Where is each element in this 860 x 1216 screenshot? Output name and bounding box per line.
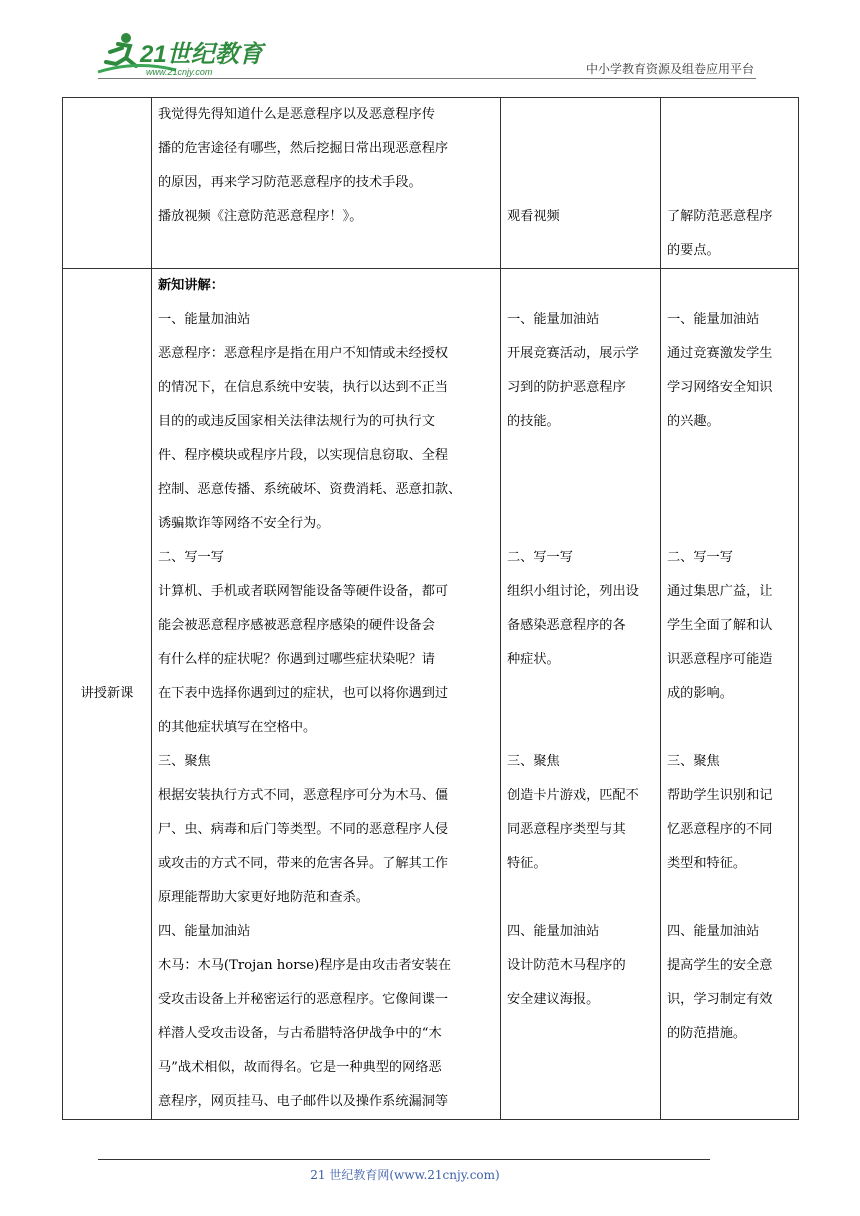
design-purpose-cell bbox=[661, 269, 799, 1120]
cell-line bbox=[667, 711, 792, 745]
cell-line: 的兴趣。 bbox=[667, 414, 720, 429]
footer bbox=[0, 1166, 860, 1183]
cell-line: 观看视频 bbox=[507, 209, 560, 224]
cell-line: 马”战术相似，故而得名。它是一种典型的网络恶 bbox=[158, 1060, 442, 1075]
cell-line: 控制、恶意传播、系统破坏、资费消耗、恶意扣款、 bbox=[158, 482, 462, 497]
cell-line: 的要点。 bbox=[667, 243, 720, 258]
logo-url: www.21cnjy.com bbox=[146, 67, 213, 77]
cell-line bbox=[667, 473, 792, 507]
stage-cell: 讲授新课 bbox=[63, 269, 152, 1120]
cell-line: 组织小组讨论，列出设 bbox=[507, 584, 639, 599]
footer-divider bbox=[98, 1159, 710, 1160]
cell-line: 学生全面了解和认 bbox=[667, 618, 773, 633]
cell-line: 受攻击设备上并秘密运行的恶意程序。它像间谍一 bbox=[158, 992, 449, 1007]
teacher-activity-cell bbox=[152, 98, 501, 269]
cell-line bbox=[507, 439, 654, 473]
table-row bbox=[63, 98, 799, 269]
cell-line: 尸、虫、病毒和后门等类型。不同的恶意程序人侵 bbox=[158, 822, 449, 837]
site-logo bbox=[96, 30, 266, 78]
cell-line: 木马：木马(Trojan horse)程序是由攻击者安装在 bbox=[158, 958, 452, 973]
cell-line bbox=[507, 711, 654, 745]
cell-line: 三、聚焦 bbox=[667, 754, 720, 769]
cell-line: 二、写一写 bbox=[667, 550, 733, 565]
cell-line bbox=[507, 98, 654, 132]
cell-line: 根据安装执行方式不同，恶意程序可分为木马、僵 bbox=[158, 788, 449, 803]
student-activity-cell bbox=[501, 269, 661, 1120]
cell-line: 三、聚焦 bbox=[158, 754, 211, 769]
cell-line bbox=[667, 507, 792, 541]
teacher-activity-cell bbox=[152, 269, 501, 1120]
cell-line: 三、聚焦 bbox=[507, 754, 560, 769]
cell-line: 一、能量加油站 bbox=[507, 312, 600, 327]
cell-line bbox=[667, 269, 792, 303]
cell-line: 设计防范木马程序的 bbox=[507, 958, 626, 973]
cell-line: 帮助学生识别和记 bbox=[667, 788, 773, 803]
cell-line: 四、能量加油站 bbox=[507, 924, 600, 939]
table-row bbox=[63, 269, 799, 1120]
cell-line: 通过竞赛激发学生 bbox=[667, 346, 773, 361]
cell-line: 意程序，网页挂马、电子邮件以及操作系统漏洞等 bbox=[158, 1094, 449, 1109]
cell-line bbox=[667, 98, 792, 132]
cell-line bbox=[667, 439, 792, 473]
cell-line: 的其他症状填写在空格中。 bbox=[158, 720, 317, 735]
footer-text: 21 世纪教育网(www.21cnjy.com) bbox=[310, 1168, 500, 1182]
cell-line bbox=[667, 166, 792, 200]
cell-line: 同恶意程序类型与其 bbox=[507, 822, 626, 837]
cell-line: 安全建议海报。 bbox=[507, 992, 600, 1007]
logo-text: 21世纪教育 bbox=[140, 41, 263, 68]
cell-line: 的防范措施。 bbox=[667, 1026, 747, 1041]
cell-line: 件、程序模块或程序片段，以实现信息窃取、全程 bbox=[158, 448, 449, 463]
cell-line bbox=[507, 677, 654, 711]
cell-line bbox=[507, 473, 654, 507]
header-divider bbox=[98, 78, 756, 79]
cell-line: 样潜人受攻击设备，与古希腊特洛伊战争中的“木 bbox=[158, 1026, 442, 1041]
cell-line bbox=[507, 881, 654, 915]
cell-line: 的情况下，在信息系统中安装，执行以达到不正当 bbox=[158, 380, 449, 395]
cell-line: 创造卡片游戏，匹配不 bbox=[507, 788, 639, 803]
cell-line: 四、能量加油站 bbox=[158, 924, 251, 939]
cell-line: 识，学习制定有效 bbox=[667, 992, 773, 1007]
cell-line: 有什么样的症状呢？你遇到过哪些症状染呢？请 bbox=[158, 652, 435, 667]
cell-line bbox=[667, 881, 792, 915]
cell-line bbox=[667, 132, 792, 166]
cell-line: 我觉得先得知道什么是恶意程序以及恶意程序传 bbox=[158, 107, 435, 122]
cell-line: 提高学生的安全意 bbox=[667, 958, 773, 973]
cell-line: 备感染恶意程序的各 bbox=[507, 618, 626, 633]
cell-line: 识恶意程序可能造 bbox=[667, 652, 773, 667]
design-purpose-cell bbox=[661, 98, 799, 269]
cell-line: 或攻击的方式不同，带来的危害各异。了解其工作 bbox=[158, 856, 449, 871]
cell-line: 忆恶意程序的不同 bbox=[667, 822, 773, 837]
cell-line: 学习网络安全知识 bbox=[667, 380, 773, 395]
cell-line: 恶意程序：恶意程序是指在用户不知情或未经授权 bbox=[158, 346, 449, 361]
cell-line bbox=[507, 166, 654, 200]
cell-line: 新知讲解： bbox=[158, 278, 224, 293]
student-activity-cell bbox=[501, 98, 661, 269]
cell-line: 种症状。 bbox=[507, 652, 560, 667]
cell-line: 一、能量加油站 bbox=[158, 312, 251, 327]
cell-line: 的原因，再来学习防范恶意程序的技术手段。 bbox=[158, 175, 422, 190]
cell-line: 计算机、手机或者联网智能设备等硬件设备，都可 bbox=[158, 584, 449, 599]
cell-line: 诱骗欺诈等网络不安全行为。 bbox=[158, 516, 330, 531]
cell-line: 在下表中选择你遇到过的症状，也可以将你遇到过 bbox=[158, 686, 449, 701]
cell-line: 播的危害途径有哪些，然后挖掘日常出现恶意程序 bbox=[158, 141, 449, 156]
cell-line bbox=[507, 132, 654, 166]
cell-line: 四、能量加油站 bbox=[667, 924, 760, 939]
runner-logo-icon bbox=[96, 30, 266, 78]
cell-line: 一、能量加油站 bbox=[667, 312, 760, 327]
cell-line: 的技能。 bbox=[507, 414, 560, 429]
cell-line: 目的的或违反国家相关法律法规行为的可执行文 bbox=[158, 414, 435, 429]
cell-line: 原理能帮助大家更好地防范和查杀。 bbox=[158, 890, 369, 905]
cell-line: 二、写一写 bbox=[158, 550, 224, 565]
cell-line: 能会被恶意程序感被恶意程序感染的硬件设备会 bbox=[158, 618, 435, 633]
cell-line: 特征。 bbox=[507, 856, 547, 871]
cell-line: 类型和特征。 bbox=[667, 856, 747, 871]
cell-line: 成的影响。 bbox=[667, 686, 733, 701]
cell-line: 二、写一写 bbox=[507, 550, 573, 565]
cell-line: 开展竞赛活动，展示学 bbox=[507, 346, 639, 361]
stage-cell bbox=[63, 98, 152, 269]
platform-title: 中小学教育资源及组卷应用平台 bbox=[585, 62, 754, 76]
cell-line bbox=[507, 269, 654, 303]
cell-line: 了解防范恶意程序 bbox=[667, 209, 773, 224]
cell-line: 习到的防护恶意程序 bbox=[507, 380, 626, 395]
cell-line bbox=[507, 507, 654, 541]
lesson-plan-table bbox=[62, 97, 799, 1120]
cell-line: 播放视频《注意防范恶意程序！》。 bbox=[158, 209, 363, 224]
cell-line: 通过集思广益，让 bbox=[667, 584, 773, 599]
